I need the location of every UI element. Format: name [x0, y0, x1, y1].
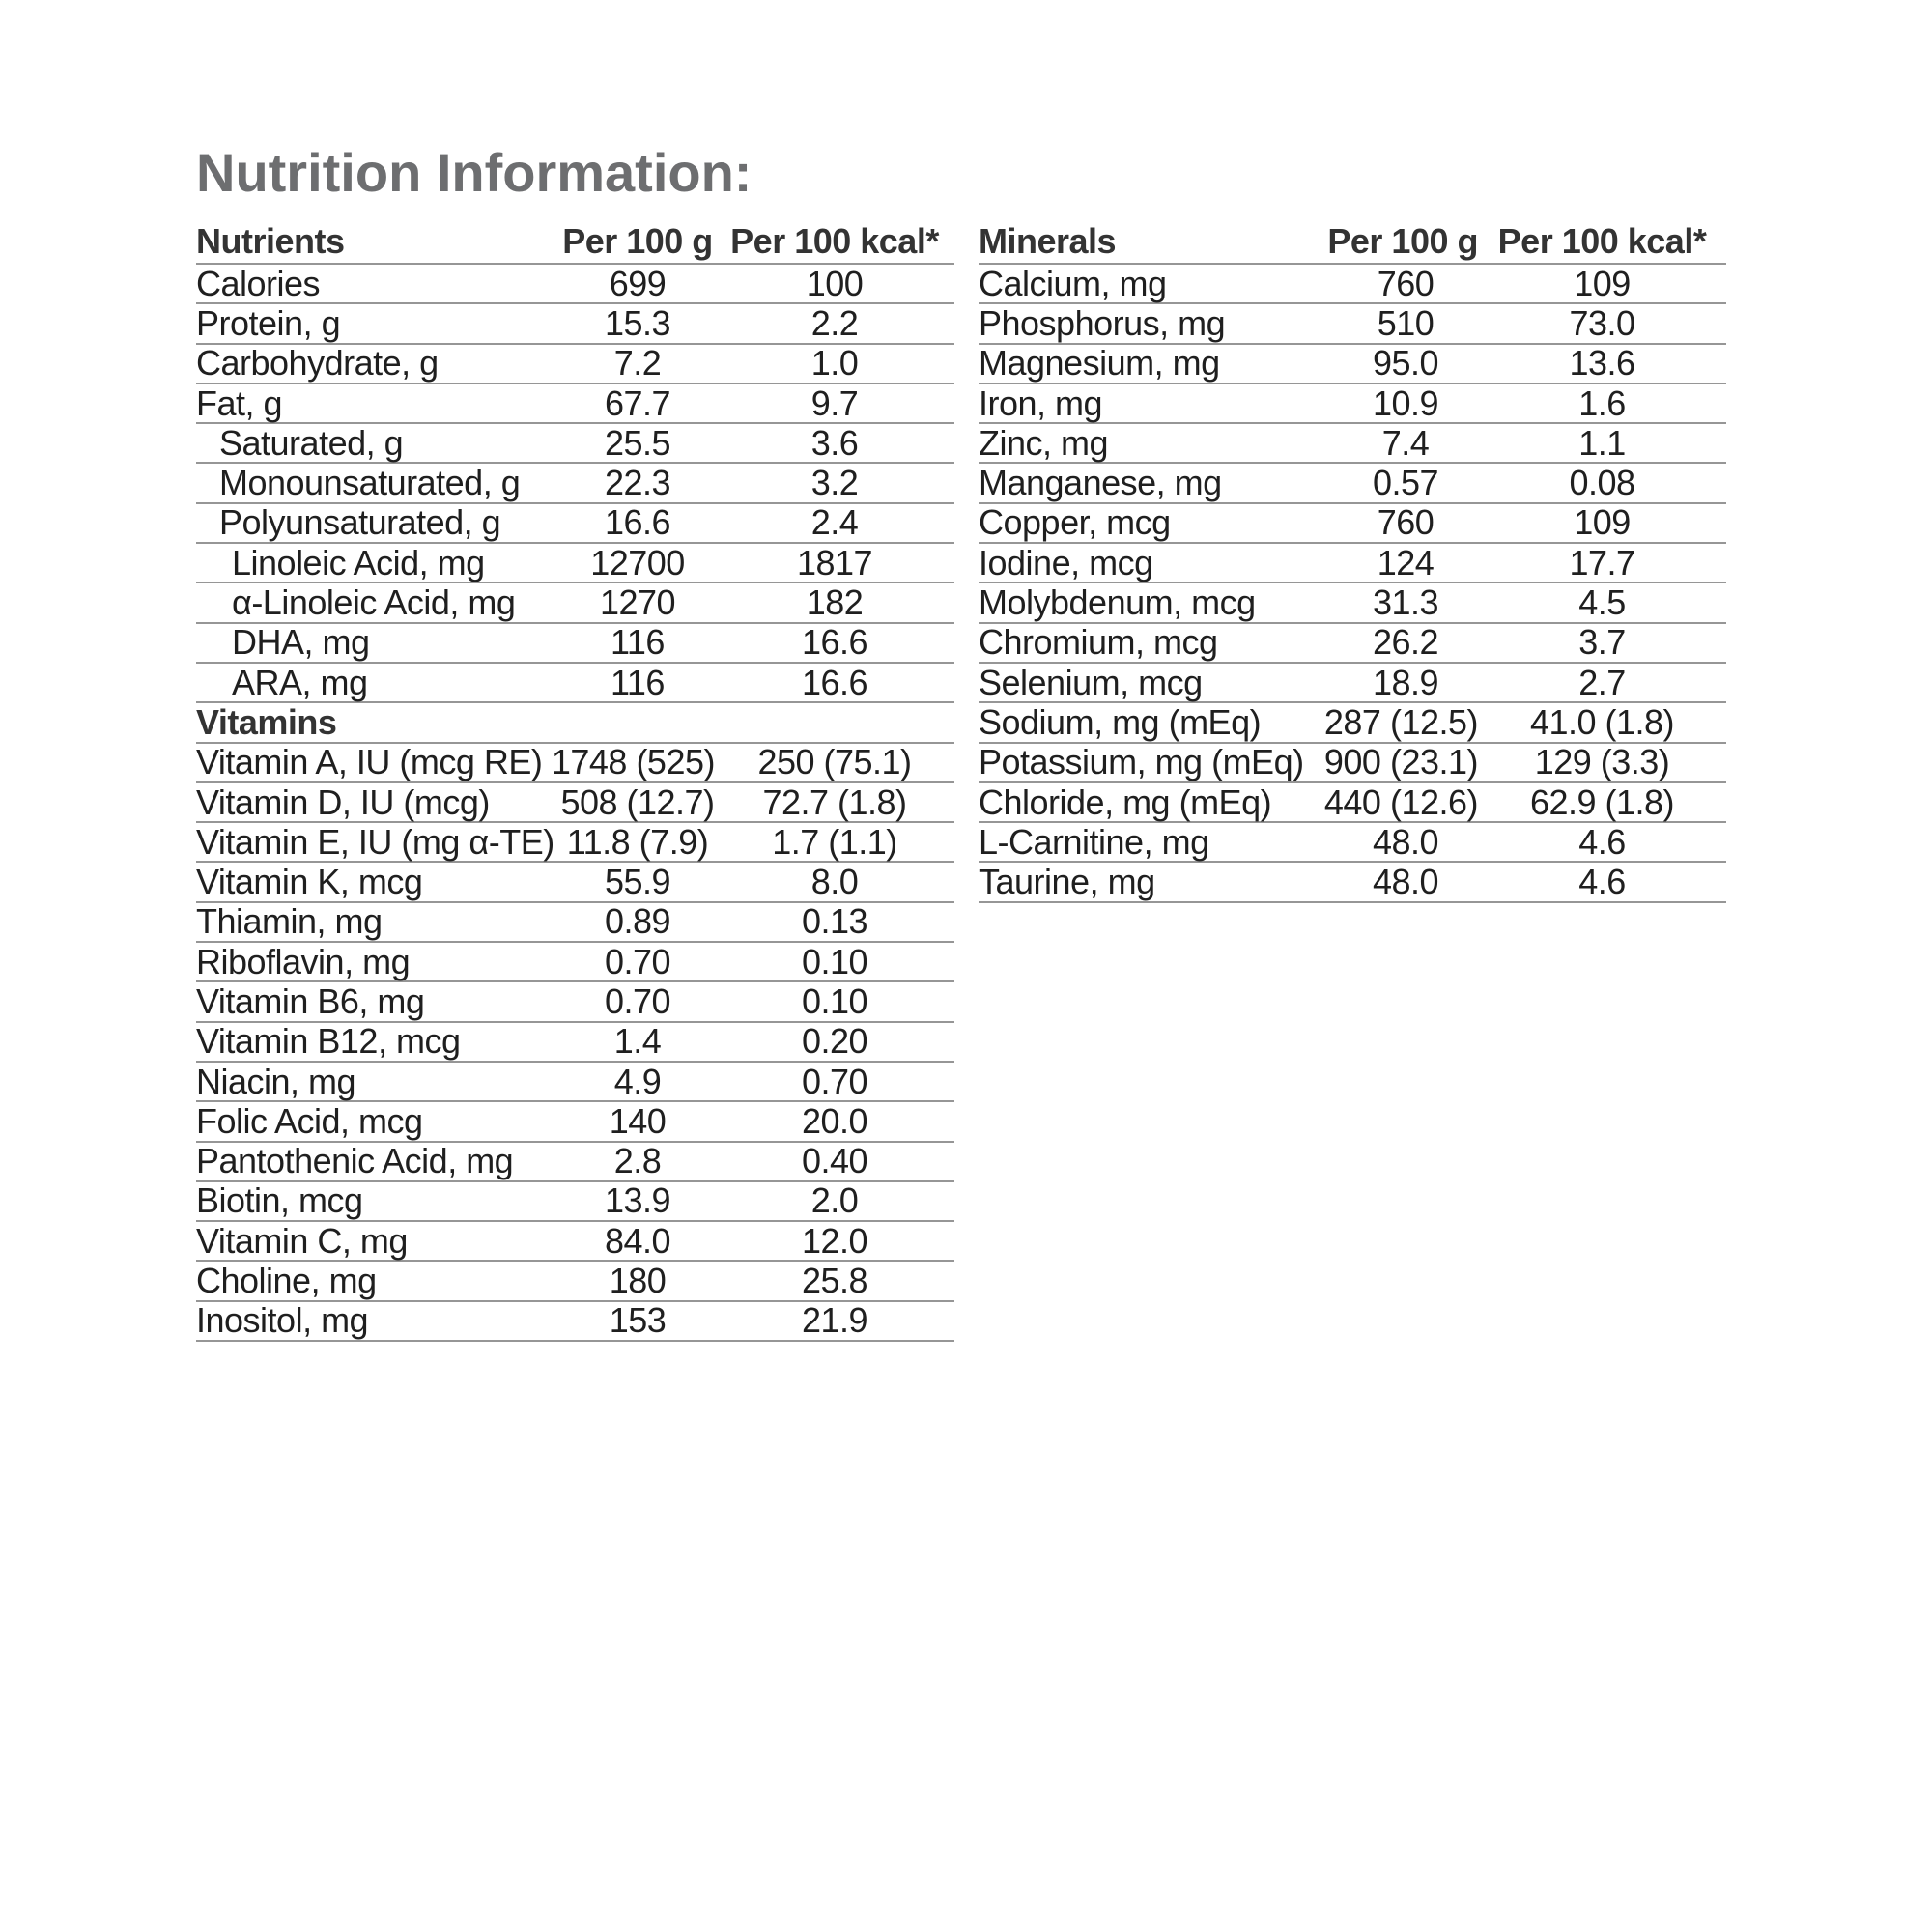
- value-per-100-kcal: 0.70: [801, 1061, 868, 1101]
- row-label: Vitamin B12, mcg: [196, 1021, 461, 1062]
- value-per-100-kcal: 1.1: [1578, 422, 1626, 463]
- value-per-100-kcal: 100: [806, 263, 864, 303]
- row-label: Selenium, mcg: [979, 662, 1203, 702]
- value-per-100-kcal: 1.7 (1.1): [772, 821, 897, 862]
- value-per-100-g: 15.3: [604, 302, 671, 343]
- value-per-100-g: 10.9: [1372, 383, 1439, 423]
- value-per-100-g: 1.4: [613, 1021, 662, 1062]
- row-label: Vitamin E, IU (mg α-TE): [196, 821, 554, 862]
- row-label: Vitamin K, mcg: [196, 862, 423, 902]
- value-per-100-kcal: 4.5: [1578, 582, 1626, 623]
- table-row: [979, 783, 1726, 823]
- value-per-100-g: 4.9: [613, 1061, 662, 1101]
- value-per-100-kcal: 0.10: [801, 981, 868, 1021]
- value-per-100-kcal: 2.7: [1578, 662, 1626, 702]
- value-per-100-kcal: 0.13: [801, 901, 868, 942]
- value-per-100-g: 7.4: [1381, 422, 1430, 463]
- table-row: [979, 624, 1726, 664]
- row-label: Iron, mg: [979, 383, 1103, 423]
- row-label: DHA, mg: [232, 622, 370, 663]
- value-per-100-g: 18.9: [1372, 662, 1439, 702]
- row-label: L-Carnitine, mg: [979, 821, 1209, 862]
- table-row: [196, 464, 954, 503]
- value-per-100-kcal: 3.7: [1578, 622, 1626, 663]
- table-row: [196, 624, 954, 664]
- row-label: Magnesium, mg: [979, 343, 1220, 384]
- value-per-100-kcal: 3.6: [810, 422, 859, 463]
- value-per-100-kcal: 0.20: [801, 1021, 868, 1062]
- row-label: Saturated, g: [219, 422, 404, 463]
- value-per-100-g: 760: [1377, 502, 1435, 543]
- table-row: [979, 384, 1726, 424]
- table-row: [196, 863, 954, 902]
- value-per-100-kcal: 4.6: [1578, 821, 1626, 862]
- value-per-100-kcal: 182: [806, 582, 864, 623]
- value-per-100-g: 508 (12.7): [560, 781, 715, 822]
- value-per-100-g: 95.0: [1372, 343, 1439, 384]
- table-row: [196, 345, 954, 384]
- value-per-100-kcal: 2.2: [810, 302, 859, 343]
- value-per-100-g: 116: [611, 622, 665, 663]
- row-label: Thiamin, mg: [196, 901, 383, 942]
- nutrients-table: [196, 220, 954, 1342]
- table-row: [979, 744, 1726, 783]
- value-per-100-kcal: 250 (75.1): [757, 742, 912, 782]
- table-row: [196, 1302, 954, 1342]
- row-label: Molybdenum, mcg: [979, 582, 1256, 623]
- table-row: [196, 424, 954, 464]
- table-row: [196, 384, 954, 424]
- table-row: [979, 504, 1726, 544]
- row-label: Zinc, mg: [979, 422, 1109, 463]
- row-label: Fat, g: [196, 383, 283, 423]
- value-per-100-g: 48.0: [1372, 862, 1439, 902]
- value-per-100-g: 287 (12.5): [1323, 701, 1478, 742]
- row-label: Manganese, mg: [979, 463, 1222, 503]
- row-label: Carbohydrate, g: [196, 343, 439, 384]
- value-per-100-kcal: 16.6: [801, 662, 868, 702]
- table-row: [196, 1222, 954, 1262]
- value-per-100-g: 900 (23.1): [1323, 742, 1478, 782]
- value-per-100-kcal: 25.8: [801, 1261, 868, 1301]
- value-per-100-kcal: 16.6: [801, 622, 868, 663]
- column-header-nutrients: Nutrients: [196, 221, 345, 261]
- minerals-table-header: [979, 220, 1726, 265]
- value-per-100-g: 48.0: [1372, 821, 1439, 862]
- value-per-100-g: 11.8 (7.9): [566, 821, 709, 862]
- value-per-100-kcal: 41.0 (1.8): [1529, 701, 1675, 742]
- page-title: Nutrition Information:: [196, 142, 753, 203]
- table-row: [979, 345, 1726, 384]
- value-per-100-g: 440 (12.6): [1323, 781, 1478, 822]
- value-per-100-kcal: 129 (3.3): [1534, 742, 1670, 782]
- row-label: Linoleic Acid, mg: [232, 542, 485, 582]
- value-per-100-g: 124: [1377, 542, 1435, 582]
- value-per-100-kcal: 0.08: [1569, 463, 1635, 503]
- table-row: [979, 863, 1726, 902]
- value-per-100-kcal: 73.0: [1569, 302, 1635, 343]
- row-label: Choline, mg: [196, 1261, 377, 1301]
- table-row: [196, 1262, 954, 1301]
- table-row: [196, 1063, 954, 1102]
- value-per-100-kcal: 21.9: [801, 1300, 868, 1341]
- table-row: [979, 703, 1726, 743]
- value-per-100-g: 12700: [590, 542, 685, 582]
- row-label: Vitamin D, IU (mcg): [196, 781, 490, 822]
- value-per-100-g: 1748 (525): [551, 742, 715, 782]
- row-label: Riboflavin, mg: [196, 941, 411, 981]
- value-per-100-kcal: 8.0: [810, 862, 859, 902]
- table-row: [979, 265, 1726, 304]
- value-per-100-g: 0.57: [1372, 463, 1439, 503]
- value-per-100-kcal: 0.10: [801, 941, 868, 981]
- value-per-100-kcal: 2.4: [810, 502, 859, 543]
- column-header-per-100-kcal: Per 100 kcal*: [730, 221, 939, 261]
- value-per-100-kcal: 109: [1574, 502, 1631, 543]
- row-label: Chloride, mg (mEq): [979, 781, 1272, 822]
- table-row: [196, 783, 954, 823]
- table-row: [196, 304, 954, 344]
- value-per-100-g: 2.8: [613, 1141, 662, 1181]
- value-per-100-g: 153: [609, 1300, 667, 1341]
- section-row: [196, 703, 954, 743]
- value-per-100-g: 25.5: [604, 422, 671, 463]
- table-row: [979, 464, 1726, 503]
- value-per-100-g: 699: [609, 263, 667, 303]
- value-per-100-g: 0.70: [604, 941, 671, 981]
- value-per-100-g: 31.3: [1372, 582, 1439, 623]
- value-per-100-g: 67.7: [604, 383, 671, 423]
- row-label: Monounsaturated, g: [219, 463, 521, 503]
- value-per-100-g: 13.9: [604, 1180, 671, 1221]
- column-header-per-100-kcal: Per 100 kcal*: [1497, 221, 1707, 261]
- table-row: [979, 544, 1726, 583]
- value-per-100-g: 510: [1377, 302, 1435, 343]
- value-per-100-kcal: 1.0: [810, 343, 859, 384]
- row-label: Potassium, mg (mEq): [979, 742, 1304, 782]
- value-per-100-g: 84.0: [604, 1220, 671, 1261]
- value-per-100-kcal: 4.6: [1578, 862, 1626, 902]
- row-label: Sodium, mg (mEq): [979, 701, 1262, 742]
- value-per-100-kcal: 109: [1574, 263, 1631, 303]
- row-label: Biotin, mcg: [196, 1180, 363, 1221]
- row-label: Niacin, mg: [196, 1061, 356, 1101]
- row-label: Copper, mcg: [979, 502, 1171, 543]
- value-per-100-g: 16.6: [604, 502, 671, 543]
- table-row: [979, 583, 1726, 623]
- value-per-100-g: 760: [1377, 263, 1435, 303]
- table-row: [196, 943, 954, 982]
- table-row: [196, 664, 954, 703]
- minerals-table: [979, 220, 1726, 903]
- row-label: Protein, g: [196, 302, 341, 343]
- value-per-100-kcal: 3.2: [810, 463, 859, 503]
- row-label: Taurine, mg: [979, 862, 1155, 902]
- table-row: [196, 1182, 954, 1222]
- value-per-100-kcal: 9.7: [810, 383, 859, 423]
- row-label: Folic Acid, mcg: [196, 1100, 423, 1141]
- row-label: Vitamin B6, mg: [196, 981, 425, 1021]
- table-row: [196, 265, 954, 304]
- value-per-100-kcal: 1.6: [1578, 383, 1626, 423]
- value-per-100-g: 0.70: [604, 981, 671, 1021]
- value-per-100-kcal: 12.0: [801, 1220, 868, 1261]
- row-label: ARA, mg: [232, 662, 368, 702]
- row-label: Polyunsaturated, g: [219, 502, 501, 543]
- value-per-100-g: 22.3: [604, 463, 671, 503]
- table-row: [196, 583, 954, 623]
- value-per-100-g: 116: [611, 662, 665, 702]
- nutrients-table-header: [196, 220, 954, 265]
- row-label: Iodine, mcg: [979, 542, 1153, 582]
- table-row: [196, 744, 954, 783]
- table-row: [196, 1023, 954, 1063]
- row-label: Calcium, mg: [979, 263, 1167, 303]
- value-per-100-kcal: 13.6: [1569, 343, 1635, 384]
- table-row: [196, 1143, 954, 1182]
- value-per-100-g: 140: [609, 1100, 667, 1141]
- row-label: Chromium, mcg: [979, 622, 1218, 663]
- value-per-100-g: 1270: [599, 582, 676, 623]
- row-label: Vitamins: [196, 701, 337, 742]
- column-header-per-100-g: Per 100 g: [1327, 221, 1478, 261]
- table-row: [979, 304, 1726, 344]
- table-row: [979, 823, 1726, 863]
- table-row: [196, 982, 954, 1022]
- table-row: [979, 424, 1726, 464]
- value-per-100-g: 180: [609, 1261, 667, 1301]
- row-label: Inositol, mg: [196, 1300, 369, 1341]
- table-row: [196, 823, 954, 863]
- row-label: Pantothenic Acid, mg: [196, 1141, 514, 1181]
- value-per-100-kcal: 20.0: [801, 1100, 868, 1141]
- value-per-100-kcal: 1817: [796, 542, 873, 582]
- value-per-100-g: 55.9: [604, 862, 671, 902]
- table-row: [196, 544, 954, 583]
- row-label: Vitamin A, IU (mcg RE): [196, 742, 543, 782]
- column-header-minerals: Minerals: [979, 221, 1117, 261]
- value-per-100-kcal: 2.0: [810, 1180, 859, 1221]
- value-per-100-kcal: 72.7 (1.8): [762, 781, 907, 822]
- value-per-100-g: 0.89: [604, 901, 671, 942]
- row-label: Vitamin C, mg: [196, 1220, 408, 1261]
- table-row: [196, 504, 954, 544]
- row-label: Calories: [196, 263, 321, 303]
- value-per-100-kcal: 62.9 (1.8): [1529, 781, 1675, 822]
- value-per-100-g: 7.2: [613, 343, 662, 384]
- row-label: Phosphorus, mg: [979, 302, 1226, 343]
- column-header-per-100-g: Per 100 g: [562, 221, 713, 261]
- table-row: [196, 1102, 954, 1142]
- value-per-100-kcal: 0.40: [801, 1141, 868, 1181]
- table-row: [196, 903, 954, 943]
- value-per-100-kcal: 17.7: [1569, 542, 1635, 582]
- table-row: [979, 664, 1726, 703]
- row-label: α-Linoleic Acid, mg: [232, 582, 516, 623]
- value-per-100-g: 26.2: [1372, 622, 1439, 663]
